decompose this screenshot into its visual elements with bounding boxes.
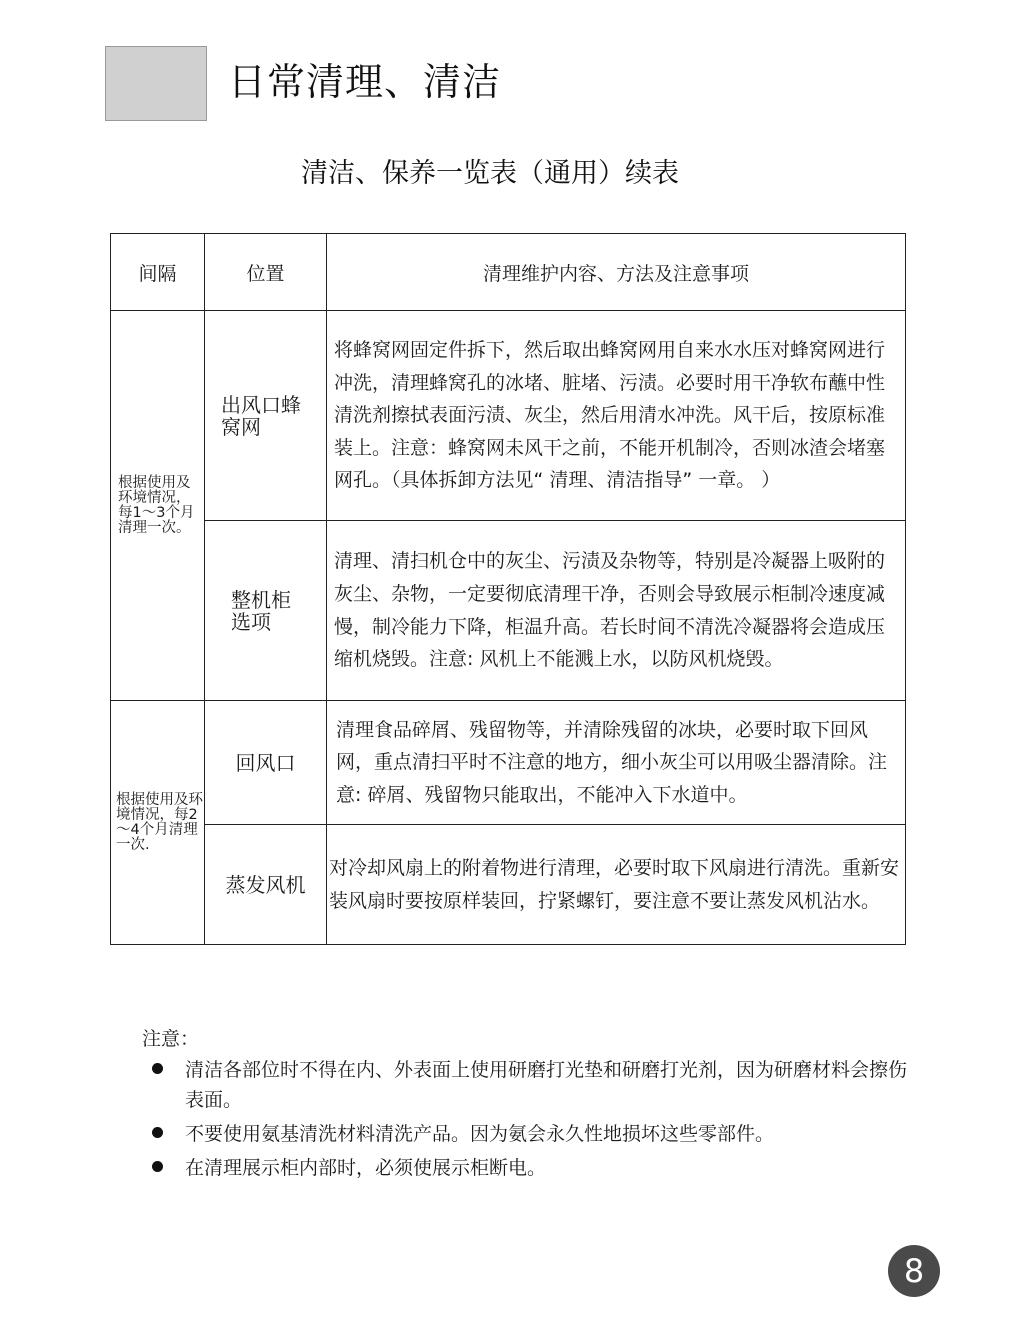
position-cell bbox=[205, 311, 327, 521]
note-text: 不要使用氨基清洗材料清洗产品。因为氨会永久性地损坏这些零部件。 bbox=[185, 1123, 775, 1145]
bullet-icon bbox=[152, 1063, 163, 1074]
position-cell bbox=[205, 701, 327, 825]
header-position: 位置 bbox=[205, 234, 327, 311]
note-text: 在清理展示柜内部时，必须使展示柜断电。 bbox=[185, 1157, 547, 1179]
position-text: 回风口 bbox=[235, 750, 296, 775]
interval-text: 根据使用及环境情况，每2～4个月清理一次. bbox=[116, 791, 203, 853]
position-text: 出风口蜂窝网 bbox=[221, 392, 301, 439]
list-item bbox=[150, 1119, 910, 1149]
bullet-icon bbox=[152, 1161, 163, 1172]
table-row bbox=[111, 701, 906, 825]
position-cell bbox=[205, 825, 327, 945]
content-cell bbox=[327, 311, 906, 521]
page-number: 8 bbox=[888, 1245, 940, 1297]
header-content: 清理维护内容、方法及注意事项 bbox=[327, 234, 906, 311]
note-text: 清洁各部位时不得在内、外表面上使用研磨打光垫和研磨打光剂，因为研磨材料会擦伤表面。 bbox=[185, 1059, 908, 1111]
interval-cell bbox=[111, 311, 205, 701]
bullet-icon bbox=[152, 1127, 163, 1138]
position-cell bbox=[205, 521, 327, 701]
content-text: 对冷却风扇上的附着物进行清理，必要时取下风扇进行清洗。重新安装风扇时要按原样装回，拧紧螺钉，要注意不要让蒸发风机沾水。 bbox=[329, 856, 900, 912]
content-text: 将蜂窝网固定件拆下，然后取出蜂窝网用自来水水压对蜂窝网进行冲洗，清理蜂窝孔的冰堵、脏堵、污渍。必要时用干净软布蘸中性清洗剂擦拭表面污渍、灰尘，然后用清水冲洗。风干后，按原标准装上。注意：蜂窝网未风干之前，不能开机制冷，否则冰渣会堵塞网孔。（具体拆卸方法见“ 清理、清洁指导” 一章。 ） bbox=[334, 339, 886, 492]
table-row bbox=[111, 825, 906, 945]
header-interval: 间隔 bbox=[111, 234, 205, 311]
notes-label: 注意： bbox=[142, 1028, 200, 1050]
list-item bbox=[150, 1153, 910, 1183]
interval-text: 根据使用及环境情况，每1～3个月清理一次。 bbox=[118, 474, 195, 536]
table-subtitle: 清洁、保养一览表（通用）续表 bbox=[301, 158, 679, 189]
position-text: 蒸发风机 bbox=[225, 872, 306, 897]
header-gray-block bbox=[105, 46, 207, 121]
list-item bbox=[150, 1055, 910, 1115]
content-text: 清理食品碎屑、残留物等，并清除残留的冰块，必要时取下回风网，重点清扫平时不注意的地方，细小灰尘可以用吸尘器清除。注意: 碎屑、残留物只能取出，不能冲入下水道中。 bbox=[336, 718, 888, 806]
interval-cell bbox=[111, 701, 205, 945]
content-cell bbox=[327, 521, 906, 701]
content-cell bbox=[327, 825, 906, 945]
page-title: 日常清理、清洁 bbox=[228, 60, 502, 104]
table-row bbox=[111, 521, 906, 701]
notes-list bbox=[150, 1055, 910, 1187]
position-text: 整机柜选项 bbox=[231, 587, 291, 634]
table-header-row bbox=[111, 234, 906, 311]
table-row bbox=[111, 311, 906, 521]
content-text: 清理、清扫机仓中的灰尘、污渍及杂物等，特别是冷凝器上吸附的灰尘、杂物，一定要彻底清理干净，否则会导致展示柜制冷速度减慢，制冷能力下降，柜温升高。若长时间不清洗冷凝器将会造成压缩机烧毁。注意: 风机上不能溅上水，以防风机烧毁。 bbox=[334, 550, 886, 671]
content-cell bbox=[327, 701, 906, 825]
maintenance-table bbox=[110, 233, 906, 945]
